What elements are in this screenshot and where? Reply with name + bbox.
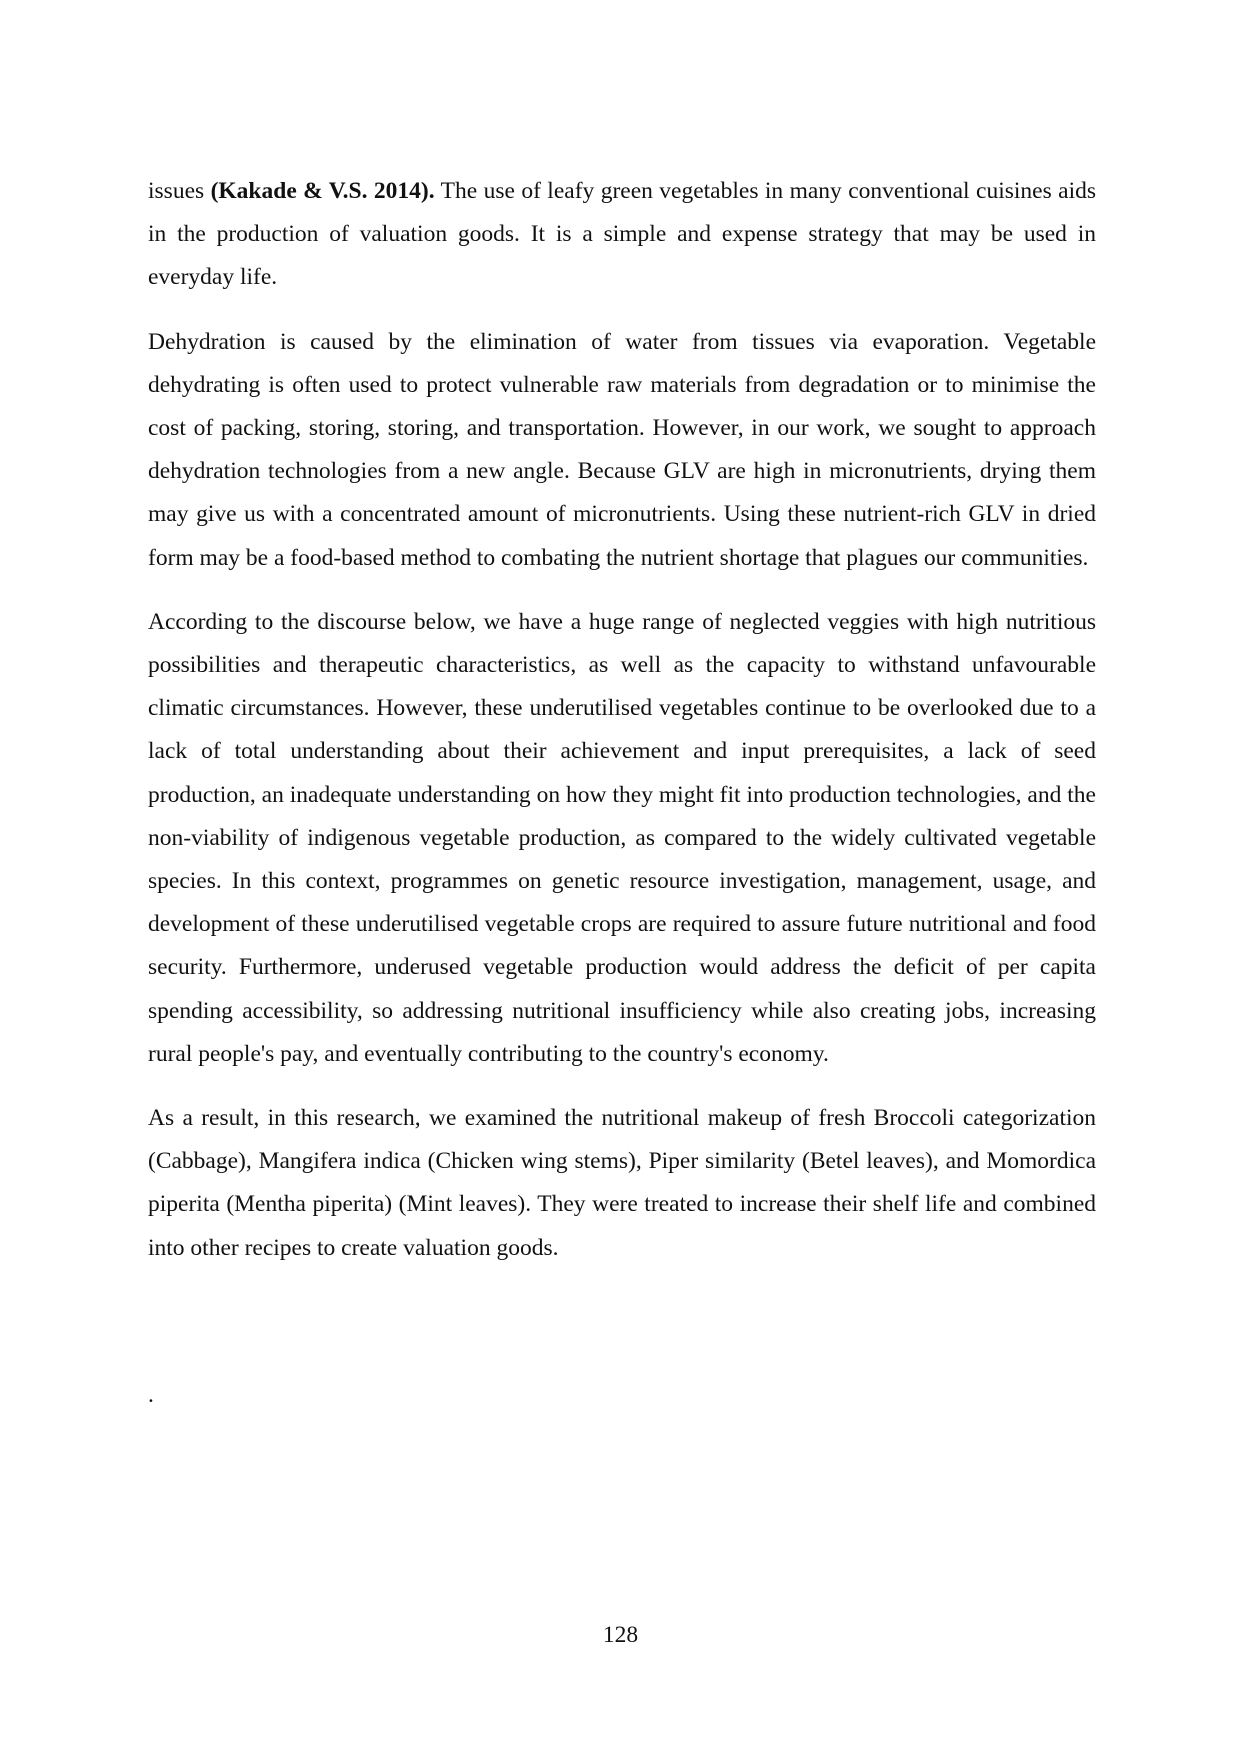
paragraph-1-rest: The use of leafy green vegetables in many conventional cuisines aids in the production of valuation goods. It is a simple and expense strategy that may be used in everyday life. (148, 178, 1096, 291)
paragraph-3: According to the discourse below, we have a huge range of neglected veggies with high nutritious possibilities and therapeutic characteristics, as well as the capacity to withstand unfavourable climatic circumstances. However, these underutilised vegetables continue to be overlooked due to a lack of total understanding about their achievement and input prerequisites, a lack of seed production, an inadequate understanding on how they might fit into production technologies, and the non-viability of indigenous vegetable production, as compared to the widely cultivated vegetable species. In this context, programmes on genetic resource investigation, management, usage, and development of these underutilised vegetable crops are required to assure future nutritional and food security. Furthermore, underused vegetable production would address the deficit of per capita spending accessibility, so addressing nutritional insufficiency while also creating jobs, increasing rural people's pay, and eventually contributing to the country's economy. (148, 608, 1096, 1067)
paragraph-2: Dehydration is caused by the elimination of water from tissues via evaporation. Vegetable dehydrating is often used to protect vulnerable raw materials from degradation or to minimise the cost of packing, storing, storing, and transportation. However, in our work, we sought to approach dehydration technologies from a new angle. Because GLV are high in micronutrients, drying them may give us with a concentrated amount of micronutrients. Using these nutrient-rich GLV in dried form may be a food-based method to combating the nutrient shortage that plagues our communities. (148, 328, 1096, 571)
citation: (Kakade & V.S. 2014). (210, 178, 435, 204)
paragraph-1-lead: issues (148, 178, 211, 204)
page-number: 128 (602, 1622, 639, 1648)
page-body (148, 170, 1096, 1291)
stray-period: . (148, 1382, 154, 1408)
paragraph-4: As a result, in this research, we examined the nutritional makeup of fresh Broccoli categorization (Cabbage), Mangifera indica (Chicken wing stems), Piper similarity (Betel leaves), and Momordica piperita (Mentha piperita) (Mint leaves). They were treated to increase their shelf life and combined into other recipes to create valuation goods. (148, 1105, 1096, 1261)
paragraph-1 (148, 170, 1096, 300)
